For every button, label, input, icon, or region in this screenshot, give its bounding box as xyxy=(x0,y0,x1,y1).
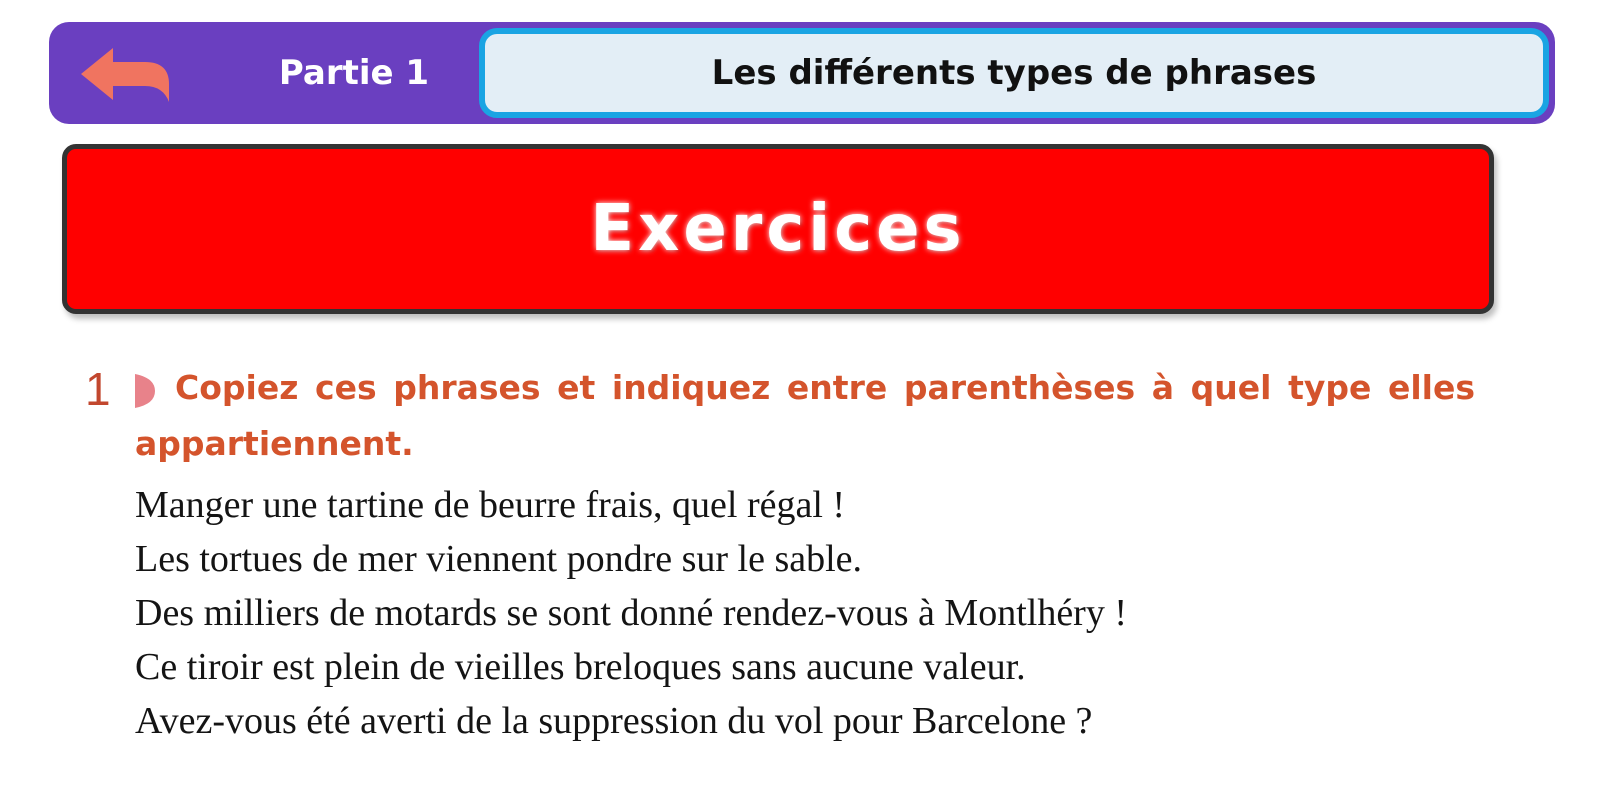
exercises-banner xyxy=(62,144,1494,314)
sentence-item: Ce tiroir est plein de vieilles breloques sans aucune valeur. xyxy=(135,646,1026,688)
sentence-item: Avez-vous été averti de la suppression du vol pour Barcelone ? xyxy=(135,700,1093,742)
banner-title: Exercices xyxy=(590,192,966,266)
sentence-item: Les tortues de mer viennent pondre sur le sable. xyxy=(135,538,863,580)
sentence-item: Des milliers de motards se sont donné rendez-vous à Montlhéry ! xyxy=(135,592,1127,634)
exercise-block xyxy=(85,360,1515,750)
page-title: Les différents types de phrases xyxy=(711,53,1317,93)
sentence-list xyxy=(135,478,1475,748)
back-button[interactable] xyxy=(79,44,171,106)
exercise-instruction: Copiez ces phrases et indiquez entre parenthèses à quel type elles appartiennent. xyxy=(135,368,1475,463)
exercise-number: 1 xyxy=(85,363,111,415)
back-arrow-icon xyxy=(79,44,171,106)
title-box xyxy=(479,28,1549,118)
header-bar xyxy=(49,22,1555,124)
sentence-item: Manger une tartine de beurre frais, quel régal ! xyxy=(135,484,846,526)
part-label: Partie 1 xyxy=(278,53,430,93)
